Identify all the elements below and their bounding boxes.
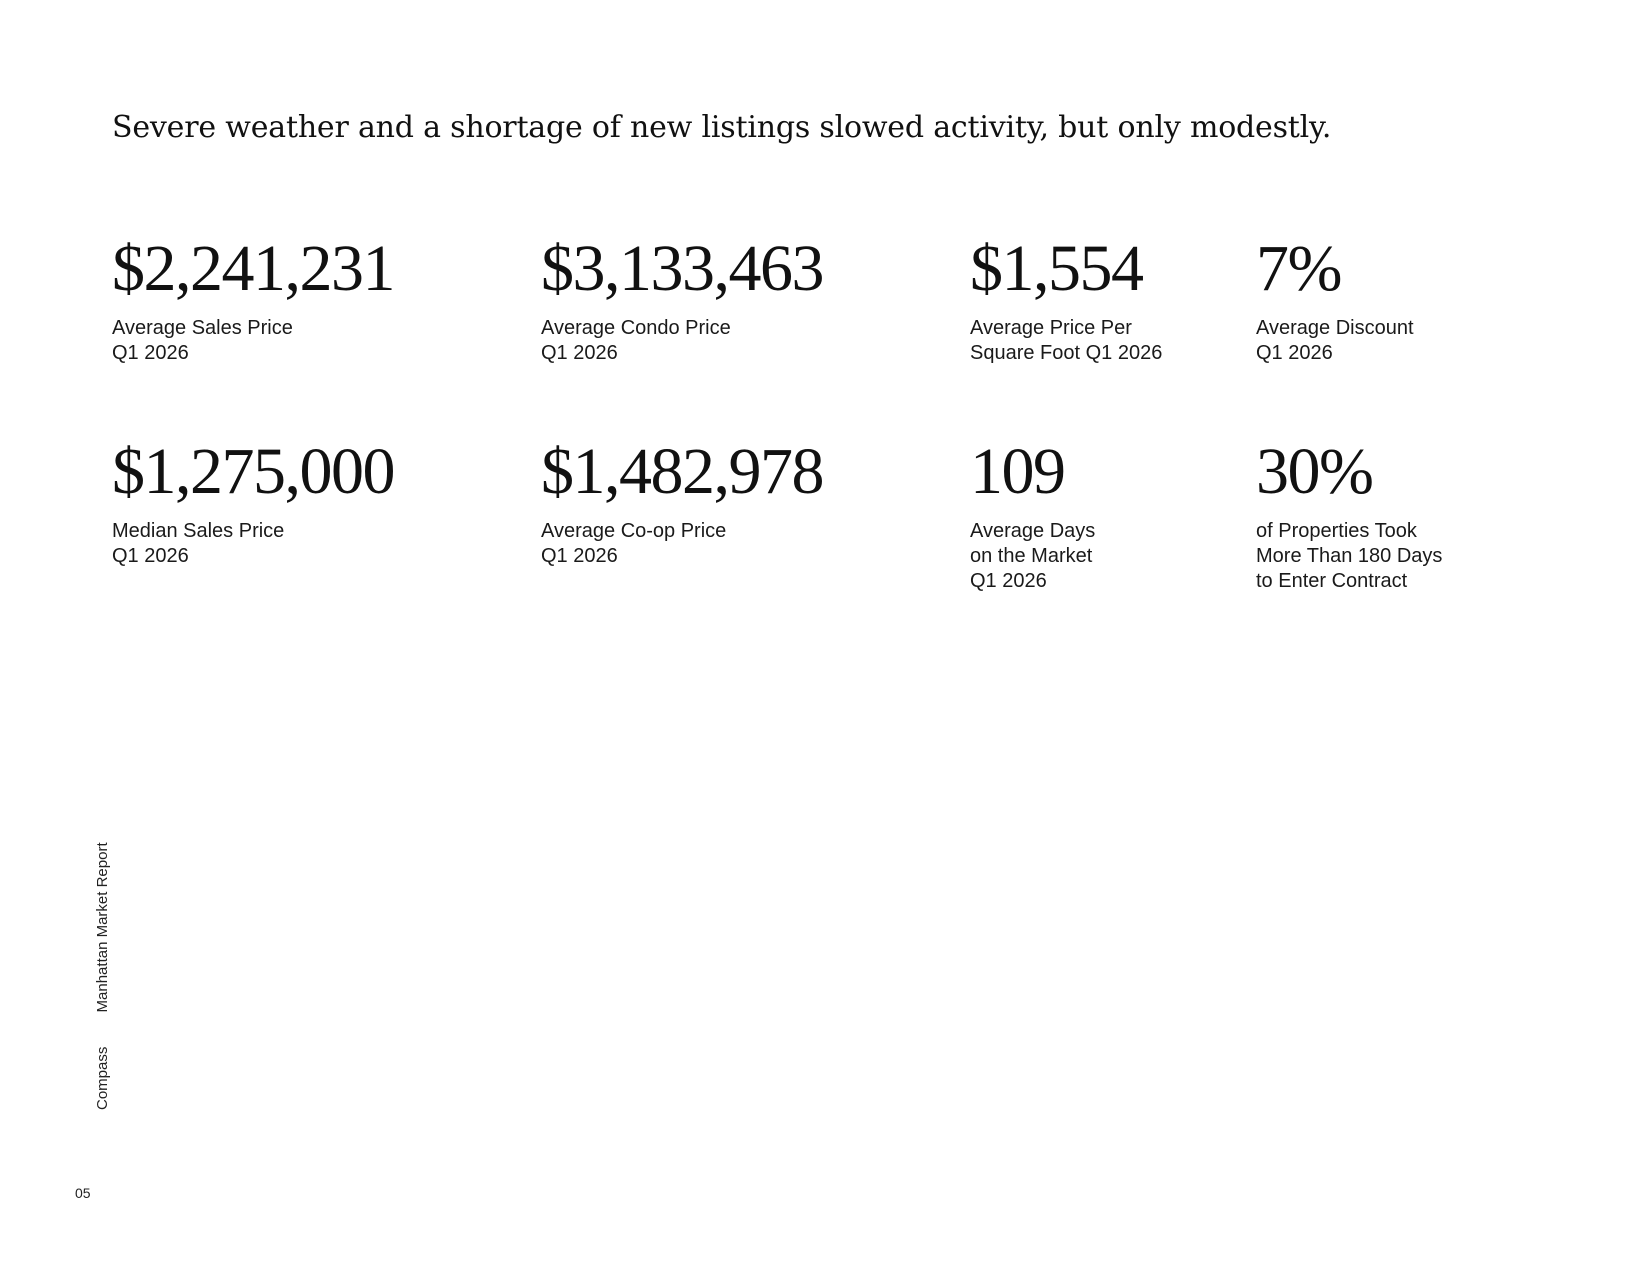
stat-label-line: Q1 2026	[1256, 342, 1333, 364]
stat-label-line: Average Co-op Price	[541, 520, 727, 542]
stat-properties-over-180-days	[1256, 435, 1636, 594]
stat-value: $1,275,000	[112, 435, 394, 508]
stat-label	[112, 316, 492, 366]
stat-value: 30%	[1256, 435, 1373, 508]
stat-average-condo-price	[541, 232, 921, 366]
brand-name: Compass	[94, 1046, 111, 1110]
stat-label-line: Q1 2026	[541, 545, 618, 567]
report-title: Manhattan Market Report	[94, 842, 111, 1013]
sidebar-running-header	[94, 842, 111, 1110]
headline: Severe weather and a shortage of new listings slowed activity, but only modestly.	[112, 110, 1332, 145]
stat-label-line: More Than 180 Days	[1256, 545, 1443, 567]
stat-value: 7%	[1256, 232, 1341, 305]
stat-value: $1,482,978	[541, 435, 823, 508]
stat-label-line: Median Sales Price	[112, 520, 285, 542]
stat-value: $1,554	[970, 232, 1143, 305]
stat-label-line: to Enter Contract	[1256, 570, 1408, 592]
stat-label	[112, 519, 492, 569]
stat-average-discount	[1256, 232, 1636, 366]
stat-value: $3,133,463	[541, 232, 823, 305]
stat-label-line: Average Days	[970, 520, 1096, 542]
stat-value: 109	[970, 435, 1065, 508]
stat-average-coop-price	[541, 435, 921, 569]
stat-label	[1256, 316, 1636, 366]
stat-value: $2,241,231	[112, 232, 394, 305]
stat-average-sales-price	[112, 232, 492, 366]
stat-label-line: Q1 2026	[970, 570, 1047, 592]
stat-label-line: Average Price Per	[970, 317, 1132, 339]
stat-label-line: Average Condo Price	[541, 317, 731, 339]
stat-label-line: Average Discount	[1256, 317, 1414, 339]
stat-median-sales-price	[112, 435, 492, 569]
stat-label-line: Q1 2026	[541, 342, 618, 364]
stat-label-line: Q1 2026	[112, 545, 189, 567]
stat-label	[541, 316, 921, 366]
stat-label-line: Square Foot Q1 2026	[970, 342, 1163, 364]
stat-label-line: of Properties Took	[1256, 520, 1417, 542]
stat-label-line: Q1 2026	[112, 342, 189, 364]
page-number: 05	[75, 1185, 91, 1201]
stat-label-line: Average Sales Price	[112, 317, 293, 339]
stat-label	[1256, 519, 1636, 594]
stat-label	[541, 519, 921, 569]
stat-label-line: on the Market	[970, 545, 1093, 567]
